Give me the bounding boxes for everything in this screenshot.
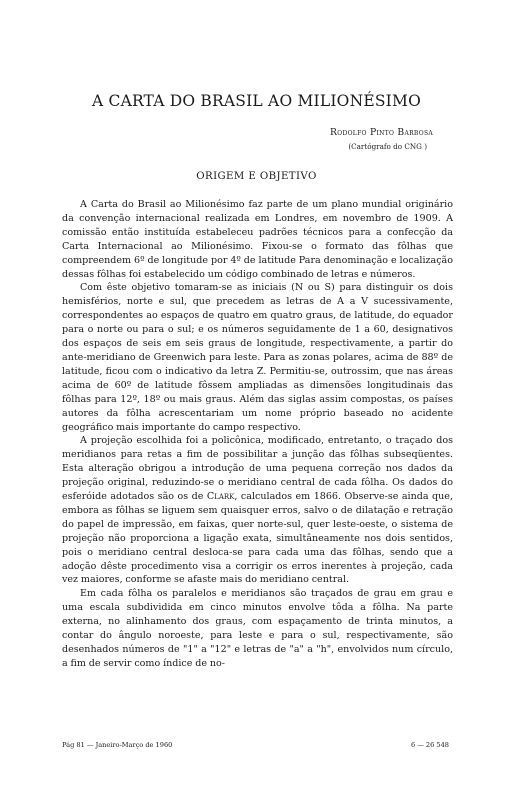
article-title: A CARTA DO BRASIL AO MILIONÉSIMO — [91, 92, 421, 110]
paragraph-3 — [62, 434, 453, 587]
cited-author-name: Clark — [206, 491, 235, 503]
paragraph-3-text-after: , calculados em 1866. Observe-se ainda que, embora as fôlhas se liguem sem quaisquer erros, salvo o de dilatação e retração do papel de impressão, em faixas, quer norte-sul, quer leste-oeste, o sistema de projeção não proporciona a ligação exata, simultâneamente nos dois sentidos, pois o meridiano central desloca-se para cada uma das fôlhas, sendo que a adoção dêste procedimento visa a corrigir os erros inerentes à projeção, cada vez maiores, conforme se afaste mais do meridiano central. — [62, 491, 453, 586]
article-author: Rodolfo Pinto Barbosa — [330, 127, 433, 138]
section-heading: ORIGEM E OBJETIVO — [196, 171, 317, 182]
author-affiliation: (Cartógrafo do CNG ) — [348, 142, 427, 151]
footer-print-code: 6 — 26 548 — [410, 741, 449, 749]
footer-page-info: Pág 81 — Janeiro-Março de 1960 — [62, 741, 173, 749]
paragraph-2: Com êste objetivo tomaram-se as iniciais (N ou S) para distinguir os dois hemisférios, norte e sul, que precedem as letras de A a V sucessivamente, correspondentes ao espaços de quatro em quatro graus, de latitude, do equador para o norte ou para o sul; e os números seguidamente de 1 a 60, designativos dos espaços de seis em seis graus de longitude, respectivamente, a partir do ante-meridiano de Greenwich para leste. Para as zonas polares, acima de 88º de latitude, ficou com o indicativo da letra Z. Permitiu-se, outrossim, que nas áreas acima de 60º de latitude fôssem ampliadas as dimensões longitudinais das fôlhas para 12º, 18º ou mais graus. Além das siglas assim compostas, os países autores da fôlha acrescentariam um nome próprio baseado no acidente geográfico mais importante do campo respectivo. — [62, 282, 453, 433]
paragraph-3-text-before: A projeção escolhida foi a policônica, modificado, entretanto, o traçado dos meridianos para retas a fim de possibilitar a junção das fôlhas subseqüentes. Esta alteração obrigou a introdução de uma pequena correção nos dados da projeção original, reduzindo-se o meridiano central de cada fôlha. Os dados do esferóide adotados são os de — [62, 435, 453, 503]
paragraph-4: Em cada fôlha os paralelos e meridianos são traçados de grau em grau e uma escala subdividida em cinco minutos envolve tôda a fôlha. Na parte externa, no alinhamento dos graus, com espaçamento de trinta minutos, a contar do ângulo noroeste, para leste e para o sul, respectivamente, são desenhados números de "1" a "12" e letras de "a" a "h", envolvidos num círculo, a fim de servir como índice de no- — [62, 588, 453, 669]
paragraph-1: A Carta do Brasil ao Milionésimo faz parte de um plano mundial originário da convenção internacional realizada em Londres, em novembro de 1909. A comissão então instituída estabeleceu padrões técnicos para a confecção da Carta Internacional ao Milionésimo. Fixou-se o formato das fôlhas que compreendem 6º de longitude por 4º de latitude Para denominação e localização dessas fôlhas foi estabelecido um código combinado de letras e números. — [62, 199, 453, 280]
article-body — [62, 198, 453, 671]
